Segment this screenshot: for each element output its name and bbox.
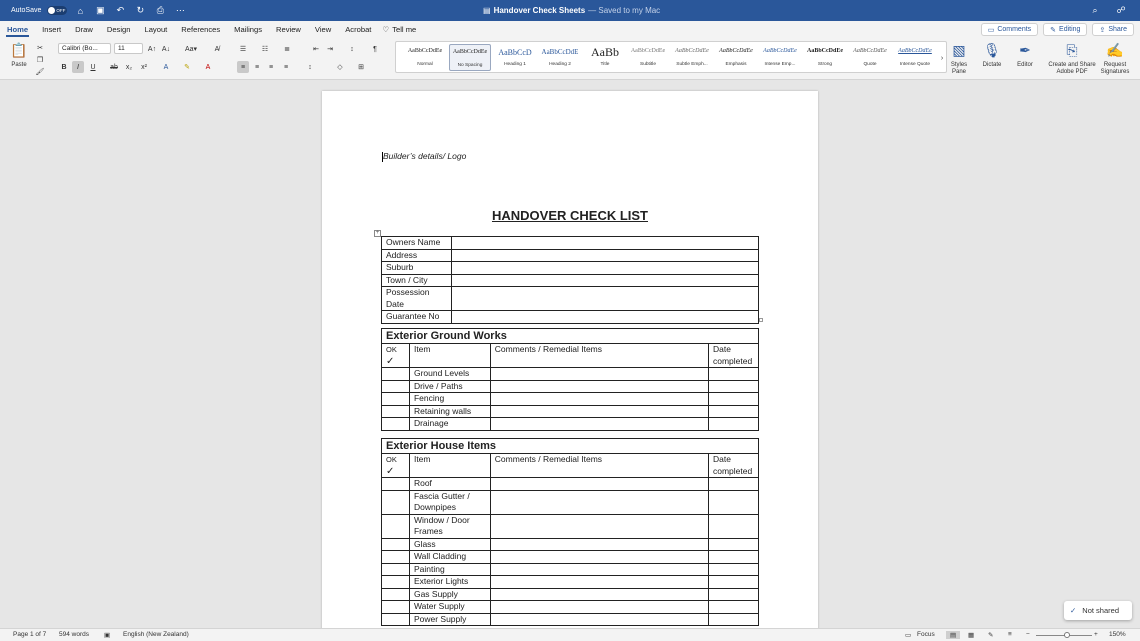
date-header: Date completed bbox=[708, 454, 758, 478]
item-cell: Gas Supply bbox=[409, 588, 490, 601]
style-sample: AaBbCcDdEe bbox=[407, 48, 443, 54]
align-left-icon[interactable]: ≡ bbox=[237, 61, 249, 73]
pdf-icon: ⎘ bbox=[1066, 41, 1078, 58]
increase-indent-icon[interactable]: ⇥ bbox=[327, 46, 333, 53]
comments-cell[interactable] bbox=[490, 538, 708, 551]
ok-cell[interactable] bbox=[382, 551, 410, 564]
status-bar bbox=[0, 628, 1140, 641]
pencil-icon: ✎ bbox=[1050, 26, 1057, 34]
redo-icon[interactable]: ↻ bbox=[136, 5, 145, 15]
table-row bbox=[382, 514, 759, 538]
outline-icon[interactable]: ≡ bbox=[1008, 631, 1012, 638]
field-label: Guarantee No bbox=[382, 311, 452, 324]
field-label: Suburb bbox=[382, 262, 452, 275]
item-cell: Wall Cladding bbox=[409, 551, 490, 564]
comments-cell[interactable] bbox=[490, 551, 708, 564]
style-name: Heading 1 bbox=[504, 62, 526, 67]
header-row bbox=[382, 344, 759, 368]
style-sample: AaBbCcDdEe bbox=[675, 48, 709, 54]
checkmark-icon: ✓ bbox=[1070, 606, 1077, 615]
ribbon-tabs bbox=[0, 21, 1140, 38]
paste-label: Paste bbox=[11, 62, 27, 68]
check-mark: ✓ bbox=[386, 355, 395, 367]
editing-label: Editing bbox=[1059, 26, 1081, 33]
table-row bbox=[382, 237, 759, 250]
lightbulb-icon: ♡ bbox=[382, 25, 390, 34]
document-icon: ▤ bbox=[483, 6, 491, 15]
table-row bbox=[382, 490, 759, 514]
table-row bbox=[382, 601, 759, 614]
comments-button[interactable] bbox=[981, 23, 1038, 36]
date-cell[interactable] bbox=[708, 576, 758, 589]
style-name: Emphasis bbox=[725, 62, 747, 67]
section-title: Exterior House Items bbox=[382, 439, 759, 454]
ok-cell[interactable] bbox=[382, 478, 410, 491]
change-case-icon[interactable]: Aa▾ bbox=[184, 46, 198, 53]
ok-cell[interactable] bbox=[382, 380, 410, 393]
home-icon[interactable]: ⌂ bbox=[77, 5, 84, 16]
item-cell: Retaining walls bbox=[409, 405, 490, 418]
zoom-level[interactable]: 150% bbox=[1109, 631, 1126, 638]
share-people-icon[interactable]: ☍ bbox=[1116, 4, 1126, 15]
document-canvas[interactable] bbox=[0, 80, 1140, 628]
web-layout-icon[interactable]: ▦ bbox=[968, 632, 975, 639]
share-button[interactable] bbox=[1092, 23, 1134, 36]
table-row bbox=[382, 551, 759, 564]
style-name: Title bbox=[600, 62, 610, 67]
item-cell: Window / Door Frames bbox=[409, 514, 490, 538]
comments-cell[interactable] bbox=[490, 563, 708, 576]
grow-font-icon[interactable]: A↑ bbox=[147, 45, 157, 53]
ok-cell[interactable] bbox=[382, 601, 410, 614]
style-name: Strong bbox=[817, 62, 833, 67]
comments-cell[interactable] bbox=[490, 380, 708, 393]
word-count[interactable]: 594 words bbox=[59, 631, 89, 638]
style-sample: AaBbCcDdEe bbox=[806, 48, 843, 54]
style-name: Quote bbox=[863, 62, 877, 67]
section-title: Exterior Ground Works bbox=[382, 329, 759, 344]
item-cell: Glass bbox=[409, 538, 490, 551]
table-row bbox=[382, 249, 759, 262]
comments-cell[interactable] bbox=[490, 613, 708, 626]
copy-icon[interactable]: ❐ bbox=[36, 57, 44, 64]
proofing-icon[interactable]: ▣ bbox=[104, 632, 111, 639]
table-row bbox=[382, 311, 759, 324]
comments-cell[interactable] bbox=[490, 601, 708, 614]
tab-home[interactable]: Home bbox=[0, 21, 35, 38]
request-signatures-button[interactable] bbox=[1098, 41, 1132, 76]
clear-format-icon[interactable]: A̸ bbox=[214, 45, 220, 53]
field-value-cell[interactable] bbox=[452, 274, 759, 287]
field-value-cell[interactable] bbox=[452, 311, 759, 324]
style-title[interactable] bbox=[584, 44, 626, 71]
tell-me[interactable] bbox=[382, 25, 416, 34]
font-color-icon[interactable]: A bbox=[205, 63, 211, 71]
shading-icon[interactable]: ◇ bbox=[337, 64, 343, 71]
document-title: Handover Check Sheets bbox=[493, 6, 586, 15]
table-row bbox=[382, 563, 759, 576]
zoom-slider-handle[interactable] bbox=[1064, 632, 1070, 638]
ok-cell[interactable] bbox=[382, 405, 410, 418]
item-cell: Fencing bbox=[409, 393, 490, 406]
paste-icon: 📋 bbox=[10, 41, 28, 58]
field-label: Town / City bbox=[382, 274, 452, 287]
superscript-icon[interactable]: x² bbox=[141, 63, 147, 71]
focus-label[interactable]: Focus bbox=[917, 631, 935, 638]
style-sample: AaBbCcDdEe bbox=[763, 48, 797, 54]
style-strong[interactable] bbox=[804, 44, 846, 71]
style-subtle-emphasis[interactable] bbox=[671, 44, 713, 71]
style-sample: AaBbCcDdEe bbox=[630, 48, 666, 54]
style-subtitle[interactable] bbox=[627, 44, 669, 71]
styles-pane-button[interactable] bbox=[948, 41, 970, 76]
not-shared-label: Not shared bbox=[1082, 606, 1119, 615]
align-center-icon[interactable]: ≡ bbox=[254, 63, 260, 71]
table-resize-handle[interactable] bbox=[759, 318, 763, 322]
check-mark: ✓ bbox=[386, 465, 395, 477]
builder-details-line[interactable] bbox=[382, 151, 466, 162]
tab-mailings[interactable]: Mailings bbox=[234, 25, 262, 34]
tab-review[interactable]: Review bbox=[276, 25, 301, 34]
multilevel-list-icon[interactable]: ≣ bbox=[284, 46, 290, 53]
zoom-out-icon[interactable]: − bbox=[1026, 631, 1030, 638]
style-sample: AaBb bbox=[591, 45, 619, 59]
save-status: — Saved to my Mac bbox=[588, 6, 661, 15]
field-value-cell[interactable] bbox=[452, 287, 759, 311]
shrink-font-icon[interactable]: A↓ bbox=[161, 45, 171, 53]
tab-draw[interactable]: Draw bbox=[75, 25, 93, 34]
ok-label: OK bbox=[386, 455, 397, 464]
microphone-icon: 🎙 bbox=[983, 41, 1001, 58]
comments-cell[interactable] bbox=[490, 478, 708, 491]
item-cell: Water Supply bbox=[409, 601, 490, 614]
style-sample: AaBbCcDdEe bbox=[853, 48, 887, 54]
more-icon[interactable]: ⋯ bbox=[175, 5, 185, 15]
date-cell[interactable] bbox=[708, 478, 758, 491]
exterior-ground-works-table bbox=[381, 328, 759, 431]
document-title-area[interactable] bbox=[483, 0, 660, 21]
table-row bbox=[382, 380, 759, 393]
autosave-toggle[interactable]: OFF bbox=[47, 6, 67, 15]
italic-icon[interactable]: I bbox=[72, 61, 84, 73]
date-cell[interactable] bbox=[708, 601, 758, 614]
not-shared-toast[interactable] bbox=[1064, 601, 1132, 620]
dictate-label: Dictate bbox=[982, 62, 1002, 68]
comments-cell[interactable] bbox=[490, 588, 708, 601]
dictate-button[interactable] bbox=[980, 41, 1004, 69]
table-move-handle[interactable]: + bbox=[375, 230, 380, 236]
date-cell[interactable] bbox=[708, 588, 758, 601]
read-mode-icon[interactable]: ✎ bbox=[988, 632, 994, 639]
editor-label: Editor bbox=[1017, 62, 1033, 68]
create-pdf-button[interactable] bbox=[1046, 41, 1098, 76]
item-cell: Power Supply bbox=[409, 613, 490, 626]
comments-header: Comments / Remedial Items bbox=[490, 344, 708, 368]
comments-cell[interactable] bbox=[490, 393, 708, 406]
style-heading-2[interactable] bbox=[539, 44, 581, 71]
ok-cell[interactable] bbox=[382, 514, 410, 538]
ok-cell[interactable] bbox=[382, 613, 410, 626]
style-name: Heading 2 bbox=[549, 62, 571, 67]
pilcrow-icon[interactable]: ¶ bbox=[373, 45, 377, 53]
comments-cell[interactable] bbox=[490, 576, 708, 589]
table-row bbox=[382, 368, 759, 381]
style-sample: AaBbCcD bbox=[498, 48, 532, 57]
editing-button[interactable] bbox=[1043, 23, 1087, 36]
tab-insert[interactable]: Insert bbox=[42, 25, 62, 34]
search-icon[interactable]: ⌕ bbox=[1092, 4, 1098, 15]
document-page[interactable] bbox=[322, 91, 818, 628]
font-name-select[interactable]: Calibri (Bo... bbox=[58, 43, 111, 54]
date-cell[interactable] bbox=[708, 393, 758, 406]
style-name: Subtle Emph... bbox=[676, 62, 708, 67]
item-cell: Fascia Gutter / Downpipes bbox=[409, 490, 490, 514]
paste-button[interactable] bbox=[8, 41, 30, 69]
tab-view[interactable]: View bbox=[314, 25, 332, 34]
ok-cell[interactable] bbox=[382, 538, 410, 551]
item-cell: Drive / Paths bbox=[409, 380, 490, 393]
table-row bbox=[382, 576, 759, 589]
table-row bbox=[382, 405, 759, 418]
focus-icon[interactable]: ▭ bbox=[905, 632, 912, 639]
sort-icon[interactable]: ↕ bbox=[350, 45, 354, 53]
styles-pane-icon: ▧ bbox=[952, 41, 966, 58]
comments-cell[interactable] bbox=[490, 490, 708, 514]
table-row bbox=[382, 287, 759, 311]
ok-cell[interactable] bbox=[382, 588, 410, 601]
numbering-icon[interactable]: ☷ bbox=[261, 46, 269, 53]
table-row bbox=[382, 613, 759, 626]
style-sample: AaBbCcDdEe bbox=[452, 49, 488, 55]
field-value-cell[interactable] bbox=[452, 237, 759, 250]
comments-cell[interactable] bbox=[490, 418, 708, 431]
style-name: Intense Emp... bbox=[764, 62, 796, 67]
tell-me-label: Tell me bbox=[392, 25, 417, 34]
section-heading-row bbox=[382, 439, 759, 454]
tab-acrobat[interactable]: Acrobat bbox=[345, 25, 372, 34]
date-cell[interactable] bbox=[708, 418, 758, 431]
style-quote[interactable] bbox=[849, 44, 891, 71]
item-cell: Ground Levels bbox=[409, 368, 490, 381]
header-row bbox=[382, 454, 759, 478]
date-cell[interactable] bbox=[708, 514, 758, 538]
style-intense-emphasis[interactable] bbox=[759, 44, 801, 71]
style-emphasis[interactable] bbox=[715, 44, 757, 71]
share-label: Share bbox=[1108, 26, 1127, 33]
align-right-icon[interactable]: ≡ bbox=[268, 63, 274, 71]
date-cell[interactable] bbox=[708, 380, 758, 393]
field-label: Owners Name bbox=[382, 237, 452, 250]
date-header: Date completed bbox=[708, 344, 758, 368]
request-signatures-label: Request Signatures bbox=[1100, 62, 1130, 75]
tab-references[interactable]: References bbox=[181, 25, 221, 34]
ribbon bbox=[0, 38, 1140, 80]
style-name: Subtitle bbox=[640, 62, 656, 67]
item-header: Item bbox=[409, 344, 490, 368]
date-cell[interactable] bbox=[708, 563, 758, 576]
font-size-select[interactable]: 11 bbox=[114, 43, 143, 54]
styles-gallery bbox=[395, 41, 947, 73]
comments-cell[interactable] bbox=[490, 368, 708, 381]
table-row bbox=[382, 418, 759, 431]
builder-details-text: Builder’s details/ Logo bbox=[383, 151, 467, 161]
styles-more-icon[interactable]: › bbox=[940, 54, 944, 62]
table-row bbox=[382, 478, 759, 491]
underline-icon[interactable]: U bbox=[90, 63, 96, 71]
autosave-label: AutoSave bbox=[11, 7, 42, 14]
highlight-icon[interactable]: ✎ bbox=[184, 64, 190, 71]
table-row bbox=[382, 262, 759, 275]
field-value-cell[interactable] bbox=[452, 262, 759, 275]
comment-icon: ▭ bbox=[987, 26, 995, 34]
ok-cell[interactable] bbox=[382, 563, 410, 576]
text-effects-icon[interactable]: A bbox=[163, 63, 169, 71]
exterior-house-items-table bbox=[381, 438, 759, 626]
ok-header bbox=[382, 454, 410, 478]
save-icon[interactable]: ▣ bbox=[96, 5, 105, 15]
borders-icon[interactable]: ⊞ bbox=[358, 64, 364, 71]
editor-button[interactable] bbox=[1014, 41, 1036, 69]
line-spacing-icon[interactable]: ↕ bbox=[308, 63, 312, 71]
share-icon: ⇪ bbox=[1099, 26, 1106, 34]
comments-header: Comments / Remedial Items bbox=[490, 454, 708, 478]
document-heading[interactable]: HANDOVER CHECK LIST bbox=[491, 208, 648, 223]
date-cell[interactable] bbox=[708, 490, 758, 514]
style-name: Normal bbox=[417, 62, 433, 67]
item-cell: Roof bbox=[409, 478, 490, 491]
tab-design[interactable]: Design bbox=[106, 25, 131, 34]
date-cell[interactable] bbox=[708, 538, 758, 551]
date-cell[interactable] bbox=[708, 551, 758, 564]
language-indicator[interactable]: English (New Zealand) bbox=[123, 631, 189, 638]
style-heading-1[interactable] bbox=[494, 44, 536, 71]
create-pdf-label: Create and Share Adobe PDF bbox=[1048, 62, 1096, 75]
print-icon[interactable]: ⎙ bbox=[156, 5, 164, 15]
page-count[interactable]: Page 1 of 7 bbox=[13, 631, 47, 638]
justify-icon[interactable]: ≡ bbox=[283, 63, 289, 71]
item-header: Item bbox=[409, 454, 490, 478]
item-cell: Exterior Lights bbox=[409, 576, 490, 589]
ok-cell[interactable] bbox=[382, 490, 410, 514]
field-label: Address bbox=[382, 249, 452, 262]
field-label: Possession Date bbox=[382, 287, 452, 311]
style-name: Intense Quote bbox=[899, 62, 931, 67]
undo-icon[interactable]: ↶ bbox=[116, 5, 125, 15]
table-row bbox=[382, 538, 759, 551]
section-heading-row bbox=[382, 329, 759, 344]
decrease-indent-icon[interactable]: ⇤ bbox=[313, 46, 319, 53]
style-no-spacing[interactable] bbox=[449, 44, 491, 71]
zoom-in-icon[interactable]: + bbox=[1094, 631, 1098, 638]
style-name: No Spacing bbox=[457, 63, 483, 68]
comments-cell[interactable] bbox=[490, 514, 708, 538]
comments-cell[interactable] bbox=[490, 405, 708, 418]
print-layout-icon[interactable]: ▤ bbox=[946, 631, 960, 639]
owner-details-table bbox=[381, 236, 759, 324]
format-painter-icon[interactable]: 🖌 bbox=[35, 69, 45, 76]
styles-pane-label: Styles Pane bbox=[950, 62, 968, 75]
date-cell[interactable] bbox=[708, 405, 758, 418]
item-cell: Drainage bbox=[409, 418, 490, 431]
ok-cell[interactable] bbox=[382, 393, 410, 406]
style-sample: AaBbCcDdEe bbox=[719, 48, 753, 54]
bullets-icon[interactable]: ☰ bbox=[239, 46, 247, 53]
tab-layout[interactable]: Layout bbox=[144, 25, 168, 34]
table-row bbox=[382, 393, 759, 406]
date-cell[interactable] bbox=[708, 613, 758, 626]
style-normal[interactable] bbox=[404, 44, 446, 71]
ok-header bbox=[382, 344, 410, 368]
ok-cell[interactable] bbox=[382, 368, 410, 381]
style-sample: AaBbCcDdE bbox=[541, 48, 579, 56]
style-intense-quote[interactable] bbox=[894, 44, 936, 71]
table-row bbox=[382, 274, 759, 287]
ok-cell[interactable] bbox=[382, 418, 410, 431]
item-cell: Painting bbox=[409, 563, 490, 576]
signature-icon: ✍ bbox=[1106, 41, 1124, 58]
style-sample: AaBbCcDdEe bbox=[898, 48, 932, 54]
bold-icon[interactable]: B bbox=[61, 63, 67, 71]
comments-label: Comments bbox=[997, 26, 1032, 33]
editor-icon: ✒ bbox=[1019, 41, 1031, 58]
strikethrough-icon[interactable]: ab bbox=[110, 63, 118, 71]
table-row bbox=[382, 588, 759, 601]
ok-label: OK bbox=[386, 345, 397, 354]
cut-icon[interactable]: ✂ bbox=[37, 45, 43, 52]
ok-cell[interactable] bbox=[382, 576, 410, 589]
subscript-icon[interactable]: x₂ bbox=[125, 63, 133, 71]
field-value-cell[interactable] bbox=[452, 249, 759, 262]
date-cell[interactable] bbox=[708, 368, 758, 381]
title-bar bbox=[0, 0, 1140, 21]
